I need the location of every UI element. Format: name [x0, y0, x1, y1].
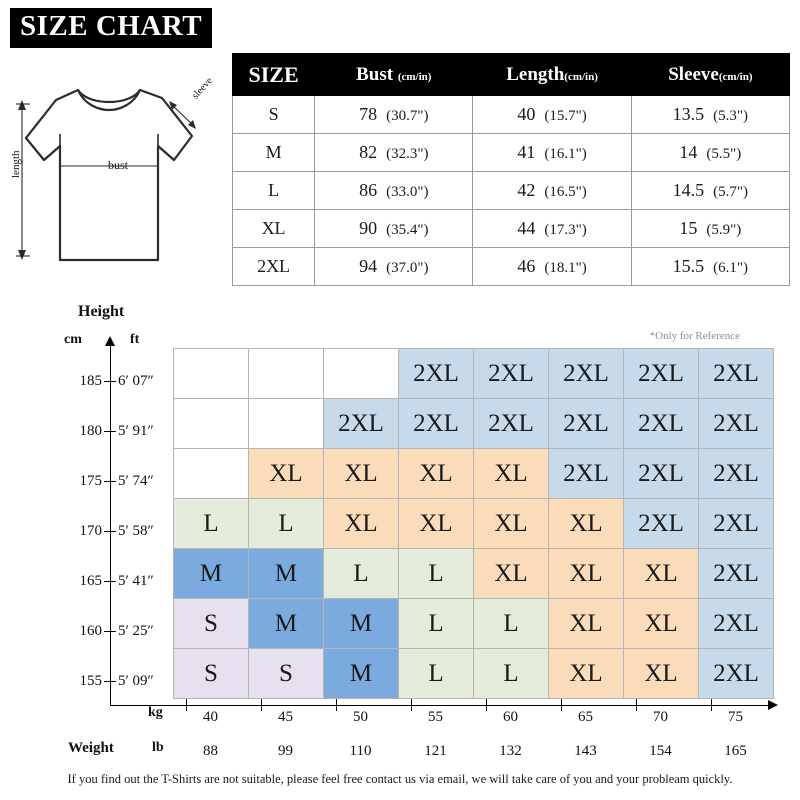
cell-length [473, 172, 631, 210]
grid-row [174, 399, 774, 449]
weight-tick-kg: 55 [428, 709, 443, 725]
grid-cell-2xl: 2XL [549, 399, 624, 449]
grid-cell-l: L [399, 549, 474, 599]
grid-cell-xl: XL [549, 549, 624, 599]
table-row [233, 210, 790, 248]
weight-tick-kg: 75 [728, 709, 743, 725]
grid-cell-empty [249, 399, 324, 449]
cell-length-in: (15.7") [544, 108, 587, 124]
grid-cell-xl: XL [624, 599, 699, 649]
weight-tick-kg: 40 [203, 709, 218, 725]
cell-sleeve [631, 96, 789, 134]
height-tick-mark [104, 531, 116, 532]
table-row [233, 248, 790, 286]
height-tick-ft: 6′ 07″ [118, 373, 154, 389]
cell-bust-cm: 82 [359, 142, 378, 162]
grid-cell-2xl: 2XL [624, 499, 699, 549]
grid-cell-m: M [324, 599, 399, 649]
height-tick-ft: 5′ 91″ [118, 423, 154, 439]
cell-length-cm: 44 [517, 218, 536, 238]
cell-size: XL [233, 210, 315, 248]
grid-cell-xl: XL [324, 449, 399, 499]
grid-row [174, 649, 774, 699]
grid-cell-m: M [324, 649, 399, 699]
cell-bust [315, 248, 473, 286]
grid-cell-l: L [399, 599, 474, 649]
cell-sleeve [631, 210, 789, 248]
cell-sleeve-in: (5.7") [713, 184, 749, 200]
height-tick-cm: 175 [79, 473, 102, 489]
height-tick-ft: 5′ 25″ [118, 623, 154, 639]
table-header-row [233, 54, 790, 96]
grid-cell-l: L [399, 649, 474, 699]
weight-tick-lb: 99 [278, 743, 293, 759]
cell-bust-cm: 86 [359, 180, 378, 200]
grid-cell-2xl: 2XL [399, 349, 474, 399]
cell-sleeve-cm: 14.5 [672, 180, 705, 200]
diagram-label-bust: bust [108, 158, 129, 172]
cell-sleeve-cm: 15 [679, 218, 698, 238]
grid-cell-xl: XL [624, 549, 699, 599]
header-sleeve [631, 54, 789, 96]
cell-sleeve-in: (5.3") [713, 108, 749, 124]
height-tick-cm: 155 [79, 673, 102, 689]
size-measurement-table [232, 53, 790, 286]
grid-cell-xl: XL [474, 449, 549, 499]
grid-cell-s: S [174, 599, 249, 649]
height-tick-ft: 5′ 41″ [118, 573, 154, 589]
grid-cell-2xl: 2XL [474, 399, 549, 449]
grid-cell-s: S [249, 649, 324, 699]
cell-size: 2XL [233, 248, 315, 286]
grid-cell-2xl: 2XL [399, 399, 474, 449]
cell-length-in: (18.1") [544, 260, 587, 276]
weight-tick-kg: 45 [278, 709, 293, 725]
grid-cell-empty [174, 449, 249, 499]
height-tick-cm: 165 [79, 573, 102, 589]
header-length-text: Length [506, 63, 565, 85]
cell-sleeve [631, 172, 789, 210]
grid-cell-m: M [249, 599, 324, 649]
grid-cell-s: S [174, 649, 249, 699]
weight-tick-lb: 154 [649, 743, 672, 759]
grid-cell-xl: XL [624, 649, 699, 699]
height-tick-mark [104, 431, 116, 432]
grid-cell-l: L [474, 599, 549, 649]
grid-cell-empty [324, 349, 399, 399]
grid-cell-2xl: 2XL [699, 399, 774, 449]
grid-cell-xl: XL [549, 599, 624, 649]
cell-bust-cm: 94 [359, 256, 378, 276]
height-tick-mark [104, 481, 116, 482]
height-tick-ft: 5′ 74″ [118, 473, 154, 489]
header-size [233, 54, 315, 96]
weight-unit-kg: kg [148, 705, 163, 720]
grid-cell-2xl: 2XL [474, 349, 549, 399]
cell-length-cm: 41 [517, 142, 536, 162]
header-length-unit: (cm/in) [564, 70, 598, 83]
grid-cell-2xl: 2XL [549, 349, 624, 399]
weight-unit-lb: lb [152, 740, 164, 755]
grid-cell-2xl: 2XL [699, 649, 774, 699]
header-size-text: SIZE [248, 61, 299, 87]
grid-cell-empty [174, 349, 249, 399]
height-tick-ft: 5′ 58″ [118, 523, 154, 539]
grid-cell-empty [249, 349, 324, 399]
weight-tick-kg: 70 [653, 709, 668, 725]
height-tick-mark [104, 381, 116, 382]
weight-tick-lb: 110 [349, 743, 372, 759]
weight-tick-lb: 121 [424, 743, 447, 759]
height-tick-mark [104, 581, 116, 582]
weight-tick-lb: 165 [724, 743, 747, 759]
cell-sleeve-cm: 15.5 [672, 256, 705, 276]
grid-cell-2xl: 2XL [549, 449, 624, 499]
cell-bust-cm: 78 [359, 104, 378, 124]
cell-bust [315, 210, 473, 248]
grid-cell-2xl: 2XL [324, 399, 399, 449]
height-tick-cm: 185 [79, 373, 102, 389]
grid-cell-xl: XL [549, 649, 624, 699]
grid-cell-l: L [474, 649, 549, 699]
grid-cell-l: L [174, 499, 249, 549]
height-tick-cm: 180 [79, 423, 102, 439]
weight-tick-lb: 88 [203, 743, 218, 759]
cell-length-in: (16.5") [544, 184, 587, 200]
header-length [473, 54, 631, 96]
weight-axis-title: Weight [68, 740, 114, 756]
cell-size: M [233, 134, 315, 172]
header-sleeve-text: Sleeve [668, 63, 719, 85]
size-recommendation-grid [173, 348, 774, 699]
grid-cell-2xl: 2XL [699, 499, 774, 549]
grid-row [174, 599, 774, 649]
height-tick-mark [104, 631, 116, 632]
header-bust-text: Bust [356, 63, 398, 85]
grid-cell-empty [174, 399, 249, 449]
table-row [233, 134, 790, 172]
cell-sleeve [631, 248, 789, 286]
height-tick-cm: 160 [79, 623, 102, 639]
weight-tick-kg: 60 [503, 709, 518, 725]
cell-bust-in: (30.7") [386, 108, 429, 124]
header-bust-unit: (cm/in) [397, 70, 432, 83]
grid-row [174, 349, 774, 399]
cell-bust-in: (32.3") [386, 146, 429, 162]
cell-sleeve-in: (6.1") [713, 260, 749, 276]
grid-cell-xl: XL [399, 449, 474, 499]
weight-tick-kg: 65 [578, 709, 593, 725]
cell-bust-cm: 90 [359, 218, 378, 238]
cell-length [473, 248, 631, 286]
weight-tick-kg: 50 [353, 709, 368, 725]
height-unit-cm: cm [64, 332, 82, 347]
grid-cell-2xl: 2XL [624, 449, 699, 499]
cell-bust-in: (37.0") [386, 260, 429, 276]
cell-length-cm: 42 [517, 180, 536, 200]
height-tick-cm: 170 [79, 523, 102, 539]
grid-cell-xl: XL [249, 449, 324, 499]
table-row [233, 172, 790, 210]
grid-cell-2xl: 2XL [699, 549, 774, 599]
cell-bust [315, 172, 473, 210]
cell-size: S [233, 96, 315, 134]
table-row [233, 96, 790, 134]
weight-tick-lb: 132 [499, 743, 522, 759]
grid-cell-xl: XL [474, 499, 549, 549]
diagram-label-length: length [10, 150, 22, 178]
height-axis-line [110, 345, 111, 705]
cell-length-in: (16.1") [544, 146, 587, 162]
grid-cell-xl: XL [549, 499, 624, 549]
grid-row [174, 449, 774, 499]
grid-cell-2xl: 2XL [699, 349, 774, 399]
footer-note: If you find out the T-Shirts are not suitable, please feel free contact us via email, we will take care of you and your probleam quickly. [67, 772, 733, 786]
cell-bust-in: (33.0") [386, 184, 429, 200]
height-tick-ft: 5′ 09″ [118, 673, 154, 689]
weight-tick-lb: 143 [574, 743, 597, 759]
cell-length [473, 134, 631, 172]
grid-cell-2xl: 2XL [699, 449, 774, 499]
grid-cell-m: M [174, 549, 249, 599]
cell-sleeve-cm: 14 [679, 142, 698, 162]
cell-length-in: (17.3") [544, 222, 587, 238]
height-axis-arrow [105, 336, 115, 346]
grid-cell-xl: XL [399, 499, 474, 549]
page-title: SIZE CHART [10, 8, 212, 48]
height-tick-mark [104, 681, 116, 682]
weight-axis-line [110, 705, 770, 706]
cell-length [473, 96, 631, 134]
cell-size: L [233, 172, 315, 210]
grid-cell-2xl: 2XL [624, 399, 699, 449]
reference-note: *Only for Reference [649, 330, 740, 342]
cell-bust [315, 96, 473, 134]
grid-row [174, 549, 774, 599]
cell-bust [315, 134, 473, 172]
height-axis-title: Height [78, 303, 125, 320]
grid-cell-xl: XL [474, 549, 549, 599]
grid-cell-m: M [249, 549, 324, 599]
grid-cell-2xl: 2XL [624, 349, 699, 399]
grid-row [174, 499, 774, 549]
cell-sleeve-in: (5.5") [706, 146, 742, 162]
tshirt-diagram [8, 60, 230, 300]
cell-length-cm: 40 [517, 104, 536, 124]
header-bust [315, 54, 473, 96]
grid-cell-xl: XL [324, 499, 399, 549]
cell-sleeve [631, 134, 789, 172]
grid-cell-l: L [249, 499, 324, 549]
cell-sleeve-in: (5.9") [706, 222, 742, 238]
diagram-label-sleeve: sleeve [190, 75, 215, 102]
cell-sleeve-cm: 13.5 [672, 104, 705, 124]
grid-cell-2xl: 2XL [699, 599, 774, 649]
cell-bust-in: (35.4") [386, 222, 429, 238]
header-sleeve-unit: (cm/in) [718, 70, 753, 83]
cell-length [473, 210, 631, 248]
cell-length-cm: 46 [517, 256, 536, 276]
height-unit-ft: ft [130, 332, 140, 347]
grid-cell-l: L [324, 549, 399, 599]
